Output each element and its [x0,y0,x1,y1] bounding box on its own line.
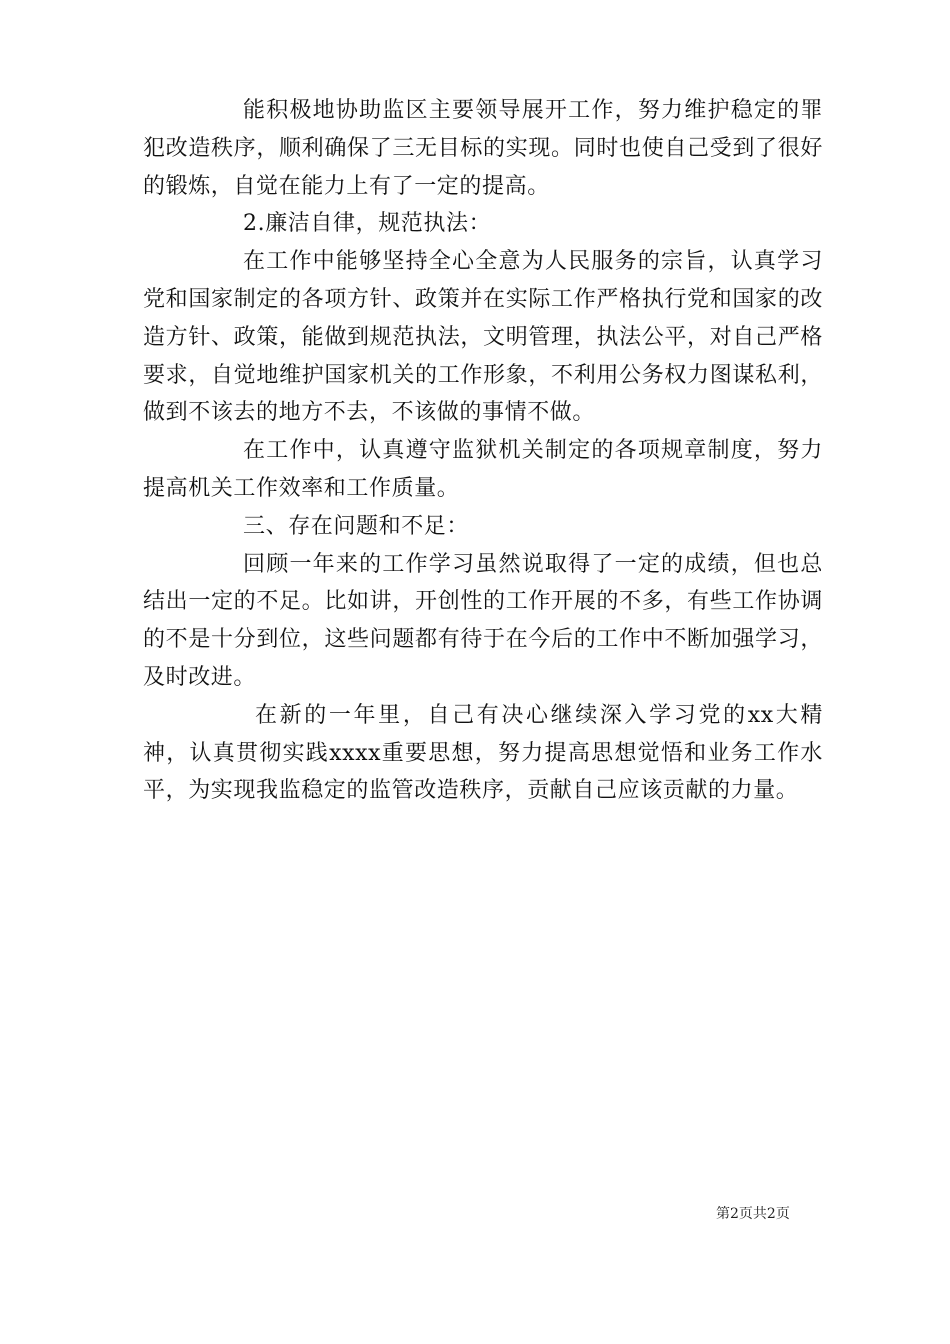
page-number-footer: 第2页共2页 [716,1206,790,1222]
paragraph-work-support: 能积极地协助监区主要领导展开工作，努力维护稳定的罪犯改造秩序，顺利确保了三无目标的实现。同时也使自己受到了很好的锻炼，自觉在能力上有了一定的提高。 [143,98,823,199]
document-body [143,92,823,810]
section-heading-integrity: 2.廉洁自律，规范执法： [243,211,492,237]
paragraph-new-year: 在新的一年里，自己有决心继续深入学习党的xx大精神，认真贯彻实践xxxx重要思想，努力提高思想觉悟和业务工作水平，为实现我监稳定的监管改造秩序，贡献自己应该贡献的力量。 [143,702,823,804]
paragraph-integrity: 在工作中能够坚持全心全意为人民服务的宗旨，认真学习党和国家制定的各项方针、政策并在实际工作严格执行党和国家的改造方针、政策，能做到规范执法，文明管理，执法公平，对自己严格要求，自觉地维护国家机关的工作形象，不利用公务权力图谋私利，做到不该去的地方不去，不该做的事情不做。 [143,249,823,426]
paragraph-rules: 在工作中，认真遵守监狱机关制定的各项规章制度，努力提高机关工作效率和工作质量。 [143,438,823,501]
paragraph-problems: 回顾一年来的工作学习虽然说取得了一定的成绩，但也总结出一定的不足。比如讲，开创性的工作开展的不多，有些工作协调的不是十分到位，这些问题都有待于在今后的工作中不断加强学习，及时改进。 [143,551,823,690]
section-heading-problems: 三、存在问题和不足： [243,513,470,539]
